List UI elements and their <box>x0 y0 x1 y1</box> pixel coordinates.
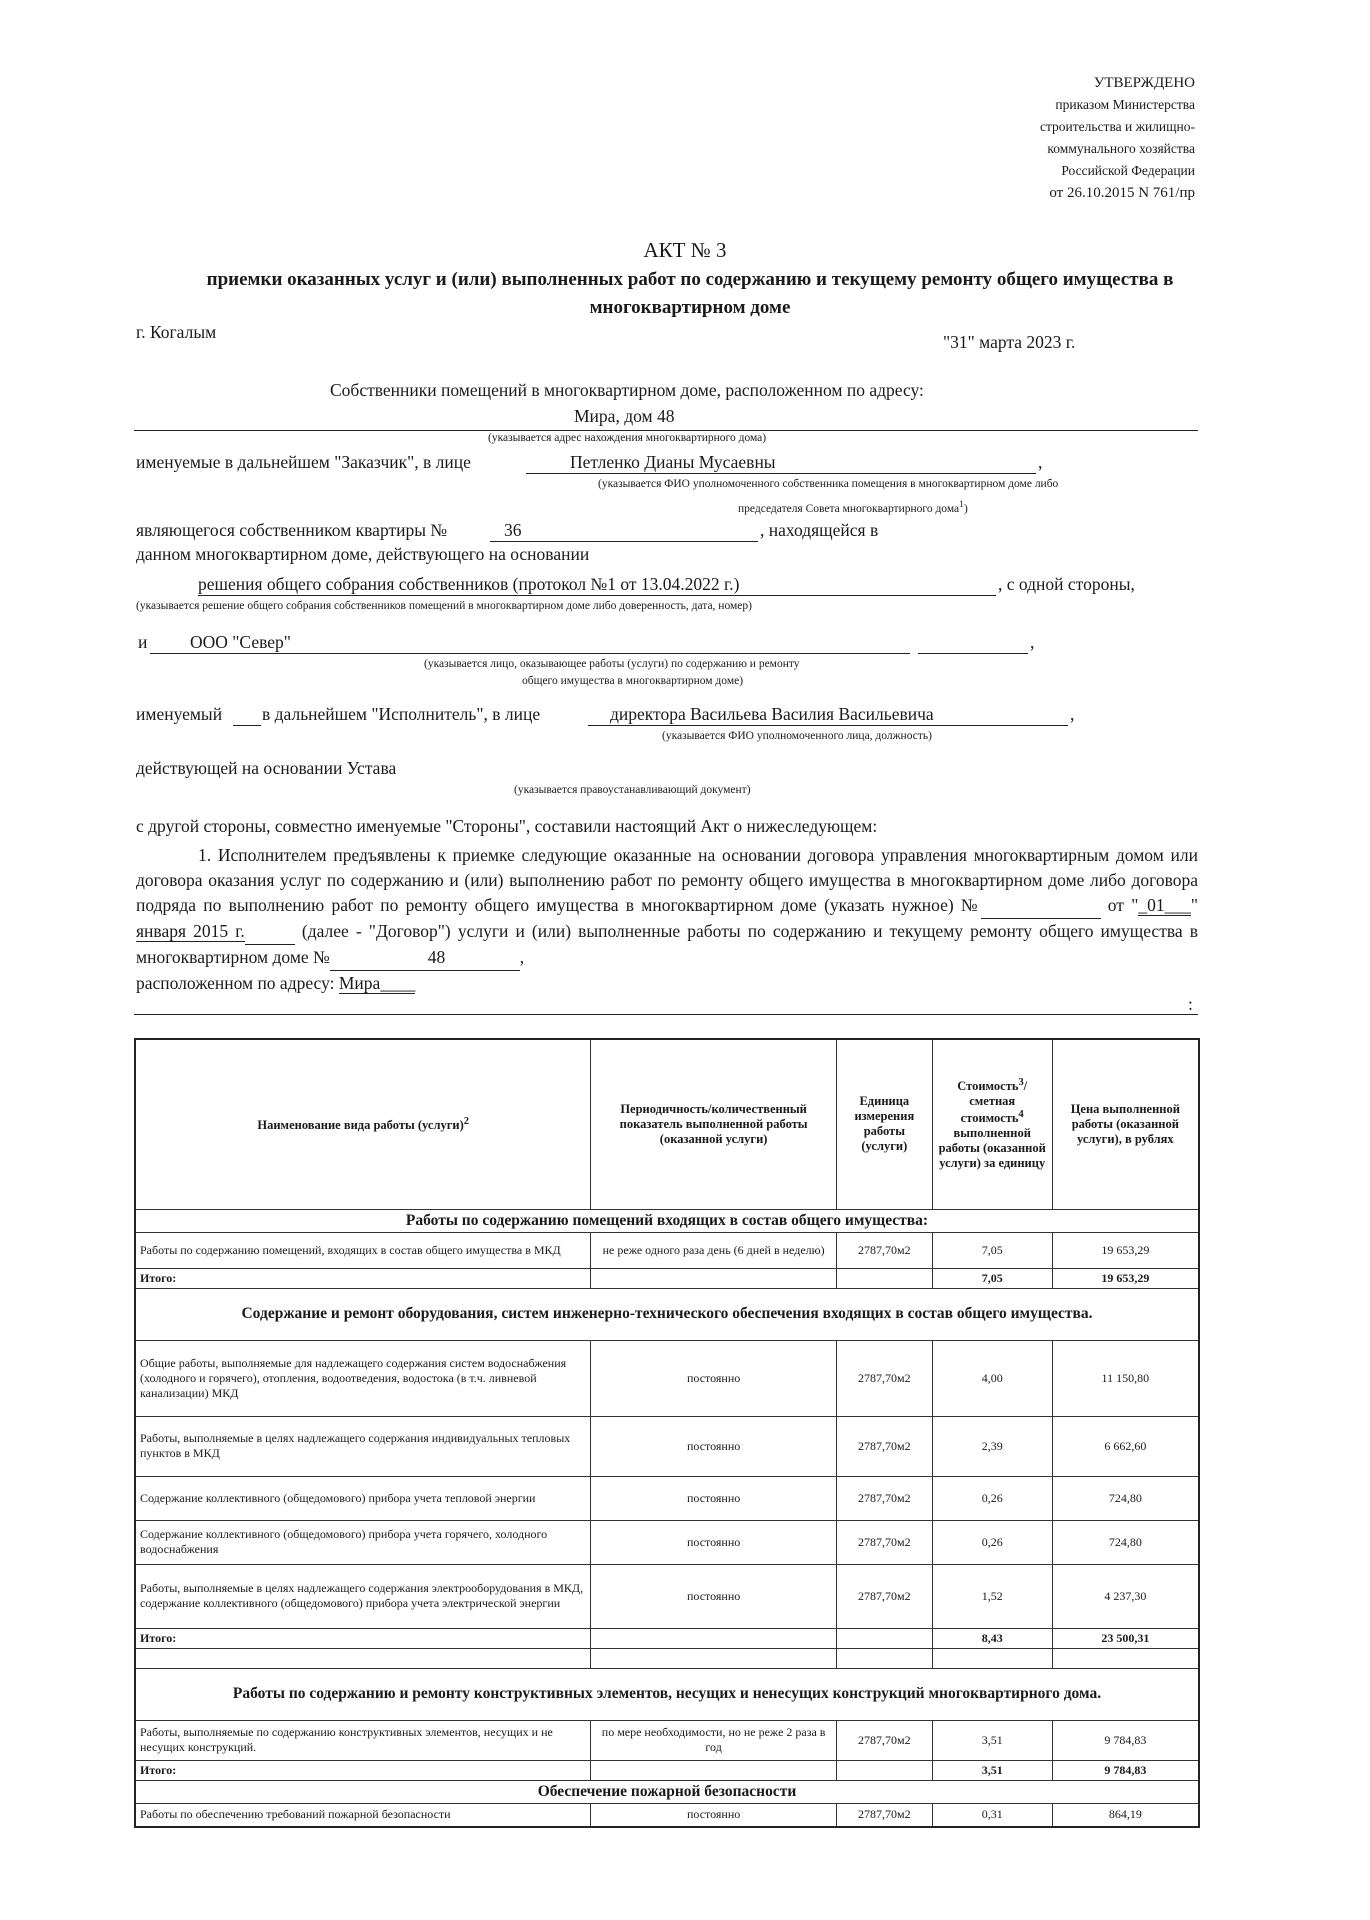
other-side: с другой стороны, совместно именуемые "Стороны", составили настоящий Акт о нижеследующем: <box>136 816 878 836</box>
footnote-mark: 1 <box>959 499 964 510</box>
approval-line: приказом Министерства <box>1055 97 1195 112</box>
cell-unit: 2787,70м2 <box>836 1803 932 1827</box>
basis-line: данном многоквартирном доме, действующего на основании <box>136 544 590 564</box>
empty-cell <box>836 1648 932 1668</box>
address-value: Мира, дом 48 <box>574 406 675 426</box>
header-unit: Единица измерения работы (услуги) <box>836 1039 932 1209</box>
cell-cost: 1,52 <box>932 1564 1052 1628</box>
total-label: Итого: <box>135 1268 591 1288</box>
footnote-mark: 3 <box>1018 1077 1024 1089</box>
section-row <box>135 1780 1199 1803</box>
customer-person-line <box>526 452 1036 474</box>
act-title: АКТ № 3 <box>643 238 727 262</box>
table-row <box>135 1476 1199 1520</box>
table-row <box>135 1520 1199 1564</box>
contract-day-value: 01 <box>1147 895 1165 915</box>
acting-hint: (указывается правоустанавливающий документ) <box>514 784 751 796</box>
total-cost: 8,43 <box>932 1628 1052 1648</box>
header-cost <box>932 1039 1052 1209</box>
cell-period: по мере необходимости, но не реже 2 раза в год <box>591 1720 837 1760</box>
cell-unit: 2787,70м2 <box>836 1416 932 1476</box>
cell-period: постоянно <box>591 1416 837 1476</box>
cell-price: 864,19 <box>1052 1803 1199 1827</box>
cell-cost: 0,31 <box>932 1803 1052 1827</box>
apartment-number: 36 <box>504 520 522 540</box>
total-price: 23 500,31 <box>1052 1628 1199 1648</box>
section-title: Работы по содержанию помещений входящих в состав общего имущества: <box>135 1209 1199 1232</box>
clause-1-text-b: (далее - "Договор") услуги и (или) выполненные работы по содержанию и текущему ремонту общего имущества в многоквартирном доме № <box>136 921 1198 967</box>
cell-unit: 2787,70м2 <box>836 1564 932 1628</box>
executor-mid: в дальнейшем "Исполнитель", в лице <box>262 704 541 724</box>
table-row <box>135 1416 1199 1476</box>
header-name <box>135 1039 591 1209</box>
works-table <box>134 1038 1200 1828</box>
cell-name: Общие работы, выполняемые для надлежащего содержания систем водоснабжения (холодного и горячего), отопления, водоотведения, водостока (в т.ч. ливневой канализации) МКД <box>135 1340 591 1416</box>
clause-1: 1. Исполнителем предъявлены к приемке следующие оказанные на основании договора управления многоквартирным домом или договора оказания услуг по содержанию и (или) выполнению работ по ремонту общего имущества в многоквартирном доме либо договора подряда по выполнению работ по ремонту общего имущества в многоквартирном доме (указать нужное) № от "_01___" января 2015 г. (далее - "Договор") услуги и (или) выполненные работы по содержанию и текущему ремонту общего имущества в многоквартирном доме № 48 , расположенном по адресу: Мира____ <box>136 845 1199 993</box>
empty-cell <box>591 1268 837 1288</box>
cell-name: Работы, выполняемые в целях надлежащего содержания электрооборудования в МКД, содержание коллективного (общедомового) прибора учета электрической энергии <box>135 1564 591 1628</box>
contractor-hint-2: общего имущества в многоквартирном доме) <box>522 675 744 687</box>
table-header-row <box>135 1039 1199 1209</box>
cell-cost: 0,26 <box>932 1476 1052 1520</box>
cell-price: 724,80 <box>1052 1476 1199 1520</box>
comma: , <box>1038 452 1043 472</box>
executor-blank <box>233 704 261 726</box>
executor-person: директора Васильева Василия Васильевича <box>610 704 934 724</box>
section-row <box>135 1288 1199 1340</box>
header-price: Цена выполненной работы (оказанной услуги), в рублях <box>1052 1039 1199 1209</box>
approval-line: Российской Федерации <box>1061 163 1195 178</box>
cell-unit: 2787,70м2 <box>836 1232 932 1268</box>
empty-cell <box>836 1760 932 1780</box>
customer-hint: (указывается ФИО уполномоченного собственника помещения в многоквартирном доме либо <box>598 478 1059 490</box>
basis-value: решения общего собрания собственников (протокол №1 от 13.04.2022 г.) <box>198 574 740 594</box>
total-label: Итого: <box>135 1628 591 1648</box>
cell-name: Работы по содержанию помещений, входящих в состав общего имущества в МКД <box>135 1232 591 1268</box>
cell-cost: 4,00 <box>932 1340 1052 1416</box>
empty-cell <box>932 1648 1052 1668</box>
total-cost: 3,51 <box>932 1760 1052 1780</box>
table-row <box>135 1803 1199 1827</box>
table-row <box>135 1340 1199 1416</box>
contractor-line <box>150 632 910 654</box>
cell-period: постоянно <box>591 1564 837 1628</box>
footnote-mark: 4 <box>1018 1109 1024 1121</box>
total-cost: 7,05 <box>932 1268 1052 1288</box>
executor-hint: (указывается ФИО уполномоченного лица, должность) <box>662 730 932 742</box>
contractor-hint: (указывается лицо, оказывающее работы (услуги) по содержанию и ремонту <box>424 658 800 670</box>
header-cost-b: /сметная стоимость <box>960 1079 1028 1126</box>
cell-price: 6 662,60 <box>1052 1416 1199 1476</box>
header-cost-a: Стоимость <box>957 1079 1019 1094</box>
cell-cost: 2,39 <box>932 1416 1052 1476</box>
cell-price: 4 237,30 <box>1052 1564 1199 1628</box>
section-title: Обеспечение пожарной безопасности <box>135 1780 1199 1803</box>
total-label: Итого: <box>135 1760 591 1780</box>
apartment-suffix: , находящейся в <box>760 520 879 540</box>
footnote-mark: 2 <box>463 1115 469 1127</box>
approval-line: от 26.10.2015 N 761/пр <box>1049 185 1195 201</box>
basis-hint: (указывается решение общего собрания собственников помещений в многоквартирном доме либо доверенность, дата, номер) <box>136 600 752 612</box>
table-row <box>135 1720 1199 1760</box>
act-date: "31" марта 2023 г. <box>943 332 1076 352</box>
apartment-prefix: являющегося собственником квартиры № <box>136 520 448 540</box>
basis-field <box>198 574 996 596</box>
header-cost-c: выполненной работы (оказанной услуги) за единицу <box>938 1126 1046 1171</box>
comma: , <box>1030 632 1035 652</box>
total-row <box>135 1628 1199 1648</box>
cell-period: постоянно <box>591 1476 837 1520</box>
cell-period: постоянно <box>591 1803 837 1827</box>
clause-1-text-a: 1. Исполнителем предъявлены к приемке следующие оказанные на основании договора управления многоквартирным домом или договора оказания услуг по содержанию и (или) выполнению работ по ремонту общего имущества в многоквартирном доме либо договора подряда по выполнению работ по ремонту общего имущества в многоквартирном доме (указать нужное) № <box>136 845 1198 915</box>
cell-name: Работы, выполняемые по содержанию конструктивных элементов, несущих и не несущих конструкций. <box>135 1720 591 1760</box>
section-title: Работы по содержанию и ремонту конструктивных элементов, несущих и ненесущих конструкций многоквартирного дома. <box>135 1668 1199 1720</box>
address-line <box>134 406 1198 431</box>
empty-cell <box>591 1628 837 1648</box>
cell-price: 724,80 <box>1052 1520 1199 1564</box>
cell-unit: 2787,70м2 <box>836 1520 932 1564</box>
clause-1-from: от " <box>1107 895 1139 915</box>
act-subtitle: приемки оказанных услуг и (или) выполненных работ по содержанию и текущему ремонту общего имущества в многоквартирном доме <box>206 269 1174 318</box>
contract-number-blank <box>981 893 1101 919</box>
total-price: 9 784,83 <box>1052 1760 1199 1780</box>
cell-period: не реже одного раза день (6 дней в неделю) <box>591 1232 837 1268</box>
approval-line: УТВЕРЖДЕНО <box>1093 75 1195 91</box>
empty-cell <box>1052 1648 1199 1668</box>
cell-unit: 2787,70м2 <box>836 1476 932 1520</box>
header-period: Периодичность/количественный показатель выполненной работы (оказанной услуги) <box>591 1039 837 1209</box>
approval-line: коммунального хозяйства <box>1047 141 1195 156</box>
customer-prefix: именуемые в дальнейшем "Заказчик", в лице <box>136 452 471 472</box>
cell-cost: 3,51 <box>932 1720 1052 1760</box>
section-title: Содержание и ремонт оборудования, систем инженерно-технического обеспечения входящих в состав общего имущества. <box>135 1288 1199 1340</box>
clause-1-text-c: расположенном по адресу: <box>136 973 335 993</box>
address-hint: (указывается адрес нахождения многоквартирного дома) <box>488 432 767 444</box>
act-city: г. Когалым <box>136 322 217 342</box>
cell-unit: 2787,70м2 <box>836 1340 932 1416</box>
house-number-line <box>330 945 520 971</box>
header-name-text: Наименование вида работы (услуги) <box>257 1117 464 1132</box>
empty-cell <box>135 1648 591 1668</box>
contractor-line-extra <box>918 632 1028 654</box>
section-row <box>135 1209 1199 1232</box>
table-row <box>135 1232 1199 1268</box>
cell-period: постоянно <box>591 1520 837 1564</box>
street-value: Мира <box>338 973 381 993</box>
cell-price: 11 150,80 <box>1052 1340 1199 1416</box>
total-price: 19 653,29 <box>1052 1268 1199 1288</box>
cell-cost: 0,26 <box>932 1520 1052 1564</box>
empty-cell <box>836 1628 932 1648</box>
section-row <box>135 1668 1199 1720</box>
contract-month: января 2015 г. <box>136 921 245 941</box>
acting-basis: действующей на основании Устава <box>136 758 397 778</box>
customer-hint-2: председателя Совета многоквартирного дома$^1$) <box>738 499 968 515</box>
cell-name: Содержание коллективного (общедомового) прибора учета тепловой энергии <box>135 1476 591 1520</box>
cell-name: Работы по обеспечению требований пожарной безопасности <box>135 1803 591 1827</box>
cell-price: 9 784,83 <box>1052 1720 1199 1760</box>
basis-suffix: , с одной стороны, <box>998 574 1135 594</box>
house-number: 48 <box>427 947 446 967</box>
total-row <box>135 1760 1199 1780</box>
cell-price: 19 653,29 <box>1052 1232 1199 1268</box>
table-row <box>135 1564 1199 1628</box>
total-row <box>135 1268 1199 1288</box>
empty-cell <box>836 1268 932 1288</box>
apartment-line <box>490 520 758 542</box>
cell-name: Содержание коллективного (общедомового) прибора учета горячего, холодного водоснабжения <box>135 1520 591 1564</box>
empty-cell <box>591 1648 837 1668</box>
empty-cell <box>591 1760 837 1780</box>
cell-name: Работы, выполняемые в целях надлежащего содержания индивидуальных тепловых пунктов в МКД <box>135 1416 591 1476</box>
empty-row <box>135 1648 1199 1668</box>
cell-cost: 7,05 <box>932 1232 1052 1268</box>
end-mark: : <box>1188 994 1193 1014</box>
customer-hint-2-text: председателя Совета многоквартирного дома <box>738 502 960 515</box>
cell-period: постоянно <box>591 1340 837 1416</box>
approval-block <box>1040 72 1195 204</box>
comma: , <box>1070 704 1075 724</box>
owners-intro: Собственники помещений в многоквартирном доме, расположенном по адресу: <box>330 380 924 400</box>
cell-unit: 2787,70м2 <box>836 1720 932 1760</box>
street-line: Мира____ <box>338 973 416 993</box>
executor-prefix: именуемый <box>136 704 223 724</box>
and-word: и <box>138 632 148 652</box>
customer-person: Петленко Дианы Мусаевны <box>570 452 776 472</box>
executor-person-line <box>588 704 1068 726</box>
contract-day: _01___ <box>1138 895 1191 915</box>
month-blank <box>245 919 295 945</box>
contractor-name: ООО "Север" <box>190 632 291 652</box>
address-continuation-line <box>134 1000 1198 1015</box>
approval-line: строительства и жилищно- <box>1040 119 1195 134</box>
